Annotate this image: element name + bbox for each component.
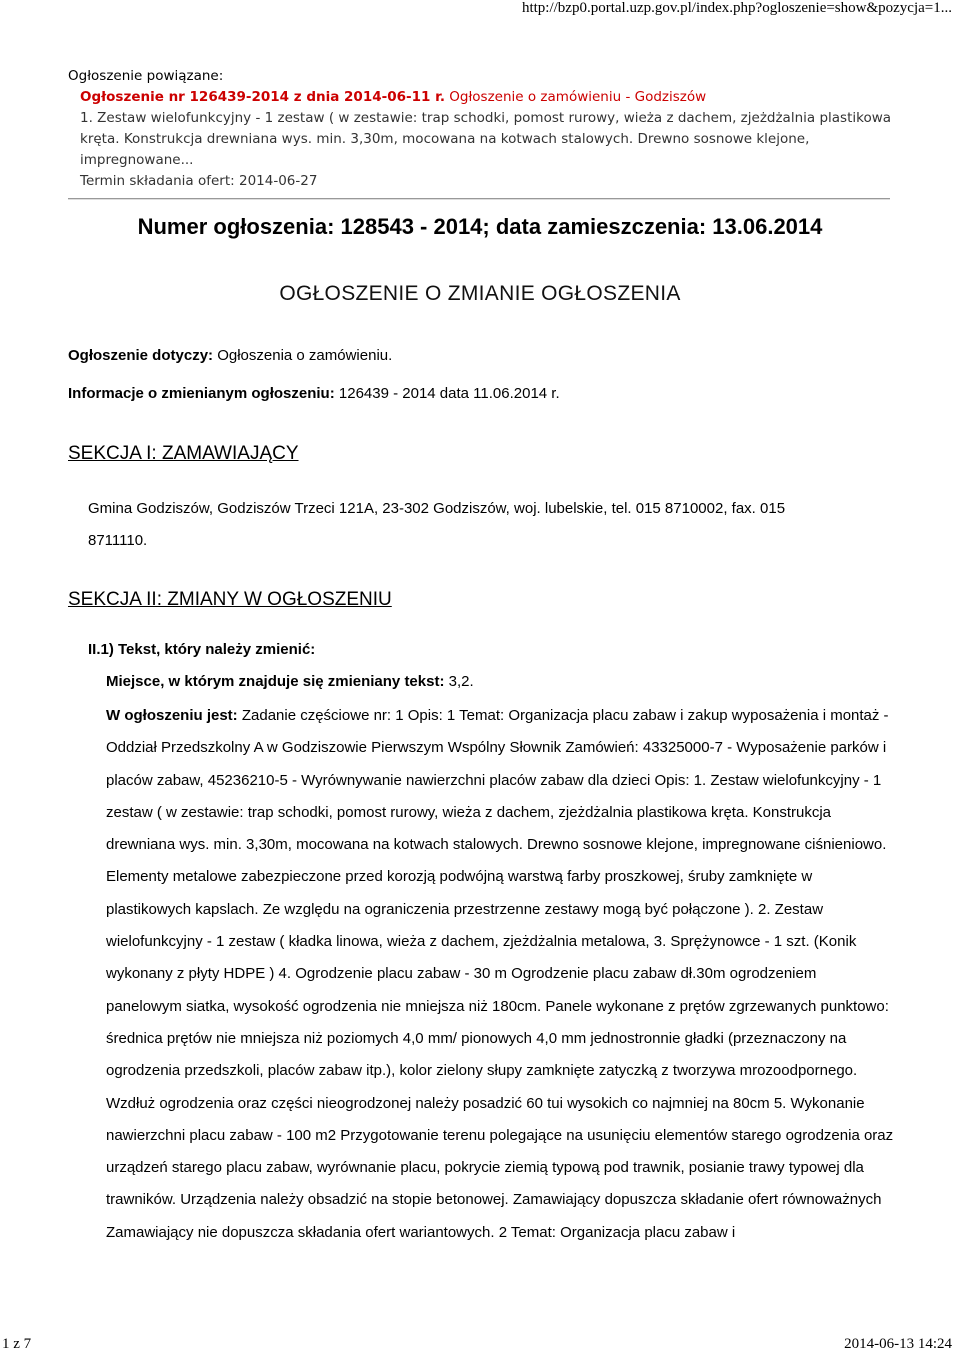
related-label: Ogłoszenie powiązane: [68,68,224,84]
print-datetime: 2014-06-13 14:24 [844,1336,952,1352]
changed-notice-value: 126439 - 2014 data 11.06.2014 r. [338,385,560,402]
related-notice-subtitle: Ogłoszenie o zamówieniu - Godziszów [449,89,707,105]
print-url: http://bzp0.portal.uzp.gov.pl/index.php?ogloszenie=show&pozycja=1... [521,0,952,16]
related-deadline: Termin składania ofert: 2014-06-27 [80,173,318,189]
in-notice-label: W ogłoszeniu jest: [106,707,238,724]
changed-place [106,673,474,690]
notice-concerns [68,347,392,364]
in-notice-text: Zadanie częściowe nr: 1 Opis: 1 Temat: Organizacja placu zabaw i zakup wyposażenia i montaż - Oddział Przedszkolny A w Godziszowie Pierwszym Wspólny Słownik Zamówień: 43325000-7 - Wyposażenie parków i placów zabaw, 45236210-5 - Wyrównywanie nawierzchni placów zabaw dla dzieci Opis: 1. Zestaw wielofunkcyjny - 1 zestaw ( w zestawie: trap schodki, pomost rurowy, wieża z dachem, zjeżdżalnia plastikowa kręta. Konstrukcja drewniana wys. min. 3,30m, mocowana na kotwach stalowych. Drewno sosnowe klejone, impregnowane ciśnieniowo. Elementy metalowe zabezpieczone przed korozją podwójną warstwą farby proszkowej, śruby zamknięte w plastikowych kapslach. Ze względu na ograniczenia przestrzenne zestawy mogą być połączone ). 2. Zestaw wielofunkcyjny - 1 zestaw ( kładka linowa, wieża z dachem, zjeżdżalnia metalowa, 3. Sprężynowce - 1 szt. (Konik wykonany z płyty HDPE ) 4. Ogrodzenie placu zabaw - 30 m Ogrodzenie placu zabaw dł.30m ogrodzeniem panelowym siatka, wysokość ogrodzenia nie mniejsza niż 180cm. Panele wykonane z prętów zgrzewanych punktowo: średnica prętów nie mniejsza niż poziomych 4,0 mm/ pionowych 4,0 mm jednostronnie gładki (przeznaczony na ogrodzenia przedszkoli, placów zabaw itp.), kolor zielony słupy zamknięte zatyczką z tworzywa mrozoodpornego. Wzdłuż ogrodzenia oraz części nieogrodzonej należy posadzić 60 tui wysokich co najmniej na 80cm 5. Wykonanie nawierzchni placu zabaw - 100 m2 Przygotowanie terenu polegające na usunięciu elementów starego ogrodzenia oraz urządzeń starego placu zabaw, wyrównanie placu, pokrycie ziemią typową pod trawnik, posianie trawy typowej dla trawników. Urządzenia należy obsadzić na stopie betonowej. Zamawiający dopuszcza składanie ofert równoważnych Zamawiający nie dopuszcza składania ofert wariantowych. 2 Temat: Organizacja placu zabaw i [106,707,894,1241]
changed-notice-label: Informacje o zmienianym ogłoszeniu: [68,385,335,402]
print-page-number: 1 z 7 [2,1336,32,1352]
notice-type: OGŁOSZENIE O ZMIANIE OGŁOSZENIA [279,282,681,305]
changed-notice-info [68,385,560,402]
changed-place-value: 3,2. [448,673,474,690]
related-excerpt: 1. Zestaw wielofunkcyjny - 1 zestaw ( w zestawie: trap schodki, pomost rurowy, wieża z dachem, zjeżdżalnia plastikowa kręta. Konstrukcja drewniana wys. min. 3,30m, mocowana na kotwach stalowych. Drewno sosnowe klejone, impregnowane... [80,110,892,168]
related-link-line [68,87,898,108]
section2-item-label: II.1) Tekst, który należy zmienić: [88,641,316,658]
notice-number: Numer ogłoszenia: 128543 - 2014; data zamieszczenia: 13.06.2014 [137,214,823,239]
changed-place-label: Miejsce, w którym znajduje się zmieniany tekst: [106,673,445,690]
section1-title: SEKCJA I: ZAMAWIAJĄCY [68,443,299,464]
section1-text: Gmina Godziszów, Godziszów Trzeci 121A, 23-302 Godziszów, woj. lubelskie, tel. 015 8710002, fax. 015 8711110. [88,500,786,549]
divider [68,198,890,200]
section2-title: SEKCJA II: ZMIANY W OGŁOSZENIU [68,589,392,610]
notice-concerns-value: Ogłoszenia o zamówieniu. [217,347,393,364]
notice-concerns-label: Ogłoszenie dotyczy: [68,347,214,364]
related-notice-link[interactable]: Ogłoszenie nr 126439-2014 z dnia 2014-06-11 r. [80,89,445,105]
in-notice-paragraph [106,700,896,1249]
related-notice [68,66,898,192]
